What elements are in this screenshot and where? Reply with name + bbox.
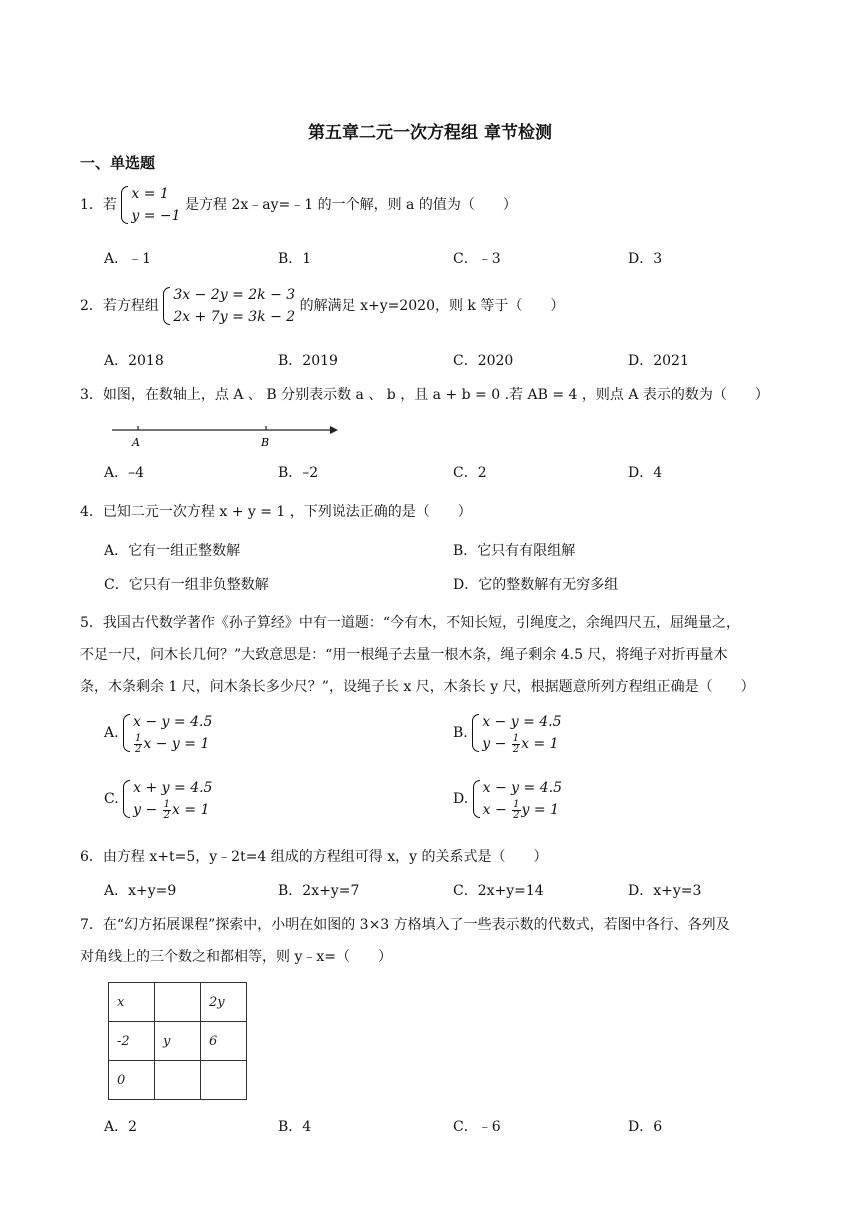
question-3-text: 3．如图，在数轴上，点 A 、 B 分别表示数 a 、 b ，且 a + b = 0 .若 AB = 4 ，则点 A 表示的数为（ ） [80,387,769,403]
q5-option-a[interactable] [104,711,212,755]
q5-b-eq2: y − $\frac{1}{2}$ x = 1 [482,732,559,755]
q3-option-d[interactable]: D．4 [628,465,663,481]
q5-option-d-system [473,777,562,821]
question-4-text: 4．已知二元一次方程 x + y = 1 ，下列说法正确的是（ ） [80,504,472,520]
fraction-half: $\frac{1}{2}$ [163,798,171,821]
q4-option-b[interactable]: B．它只有有限组解 [453,543,576,559]
question-6-text: 6．由方程 x+t=5，y﹣2t=4 组成的方程组可得 x，y 的关系式是（ ） [80,849,548,865]
q2-option-d[interactable]: D．2021 [628,353,689,369]
number-line-arrow [330,426,338,434]
q1-option-d[interactable]: D．3 [628,251,663,267]
label-b: B [261,436,270,449]
q1-option-b[interactable]: B．1 [278,251,312,267]
fraction-half: $\frac{1}{2}$ [135,732,142,755]
grid-cell: 2y [201,983,247,1022]
q3-option-a[interactable]: A．–4 [104,465,145,481]
q5-option-c[interactable] [104,777,212,821]
grid-cell [155,983,201,1022]
q6-option-a[interactable]: A．x+y=9 [104,883,177,899]
q2-option-c[interactable]: C．2020 [453,353,514,369]
q3-option-b[interactable]: B．–2 [278,465,319,481]
grid-cell: -2 [109,1022,155,1061]
q5-c-eq2: y − $\frac{1}{2}$ x = 1 [133,798,210,821]
question-5-line-3: 条，木条剩余 1 尺，问木条长多少尺？”，设绳子长 x 尺，木条长 y 尺，根据题意所列方程组正确是（ ） [80,679,755,695]
q2-eq2: 2x + 7y = 3k − 2 [173,309,296,325]
grid-cell: y [155,1022,201,1061]
q6-option-c[interactable]: C．2x+y=14 [453,883,544,899]
q2-text: 的解满足 x+y=2020，则 k 等于（ ） [299,298,565,314]
grid-cell [155,1061,201,1100]
question-5-line-2: 不足一尺，问木长几何？”大致意思是：“用一根绳子去量一根木条，绳子剩余 4.5 尺，将绳子对折再量木 [80,647,728,663]
q4-option-d[interactable]: D．它的整数解有无穷多组 [453,577,619,593]
q7-option-c[interactable]: C．﹣6 [453,1119,501,1135]
q1-system [121,183,180,227]
q1-eq2: y = −1 [131,208,181,224]
q4-option-c[interactable]: C．它只有一组非负整数解 [104,577,269,593]
q5-option-d[interactable] [453,777,562,821]
grid-row [109,1022,247,1061]
q5-c-eq1: x + y = 4.5 [133,780,213,796]
q5-option-b-label: B. [453,725,468,741]
grid-cell: 6 [201,1022,247,1061]
q7-option-b[interactable]: B．4 [278,1119,312,1135]
q5-option-a-label: A. [104,725,119,741]
q2-option-b[interactable]: B．2019 [278,353,338,369]
q7-option-d[interactable]: D．6 [628,1119,663,1135]
q5-d-eq1: x − y = 4.5 [482,780,562,796]
grid-cell: x [109,983,155,1022]
q2-number: 2．若方程组 [80,298,159,314]
q6-option-b[interactable]: B．2x+y=7 [278,883,360,899]
fraction-half: $\frac{1}{2}$ [513,798,520,821]
q1-option-c[interactable]: C．﹣3 [453,251,501,267]
q5-a-eq2: $\frac{1}{2}$ x − y = 1 [135,732,210,755]
q1-option-a[interactable]: A．﹣1 [104,251,152,267]
q2-eq1: 3x − 2y = 2k − 3 [173,287,296,303]
question-5-line-1: 5．我国古代数学著作《孙子算经》中有一道题：“今有木，不知长短，引绳度之，余绳四尺五，屈绳量之， [80,615,741,631]
q5-option-d-label: D. [453,791,469,807]
question-7-line-1: 7．在“幻方拓展课程”探索中，小明在如图的 3×3 方格填入了一些表示数的代数式，若图中各行、各列及 [80,917,730,933]
q5-d-eq2: x − $\frac{1}{2}$ y = 1 [482,798,560,821]
grid-cell: 0 [109,1061,155,1100]
section-heading: 一、单选题 [80,154,156,172]
q4-option-a[interactable]: A．它有一组正整数解 [104,543,241,559]
q5-option-b-system [472,711,561,755]
q2-option-a[interactable]: A．2018 [104,353,164,369]
number-line-figure [108,418,338,452]
q1-text: 是方程 2x﹣ay=﹣1 的一个解，则 a 的值为（ ） [185,197,517,213]
q3-option-c[interactable]: C．2 [453,465,487,481]
grid-cell [201,1061,247,1100]
magic-square-grid [108,982,247,1100]
label-a: A [132,436,140,449]
q5-option-c-system [123,777,212,821]
grid-row [109,983,247,1022]
q7-option-a[interactable]: A．2 [104,1119,138,1135]
q1-number: 1．若 [80,197,117,213]
q6-option-d[interactable]: D．x+y=3 [628,883,702,899]
q5-option-b[interactable] [453,711,562,755]
fraction-half: $\frac{1}{2}$ [512,732,520,755]
document-title: 第五章二元一次方程组 章节检测 [308,123,552,143]
grid-row [109,1061,247,1100]
q5-a-eq1: x − y = 4.5 [133,714,213,730]
question-1 [80,183,517,227]
question-7-line-2: 对角线上的三个数之和都相等，则 y﹣x=（ ） [80,949,392,965]
q5-option-a-system [123,711,212,755]
question-2 [80,284,564,328]
q5-option-c-label: C. [104,791,119,807]
q5-b-eq1: x − y = 4.5 [482,714,562,730]
q2-system [163,284,295,328]
q1-eq1: x = 1 [131,186,169,202]
